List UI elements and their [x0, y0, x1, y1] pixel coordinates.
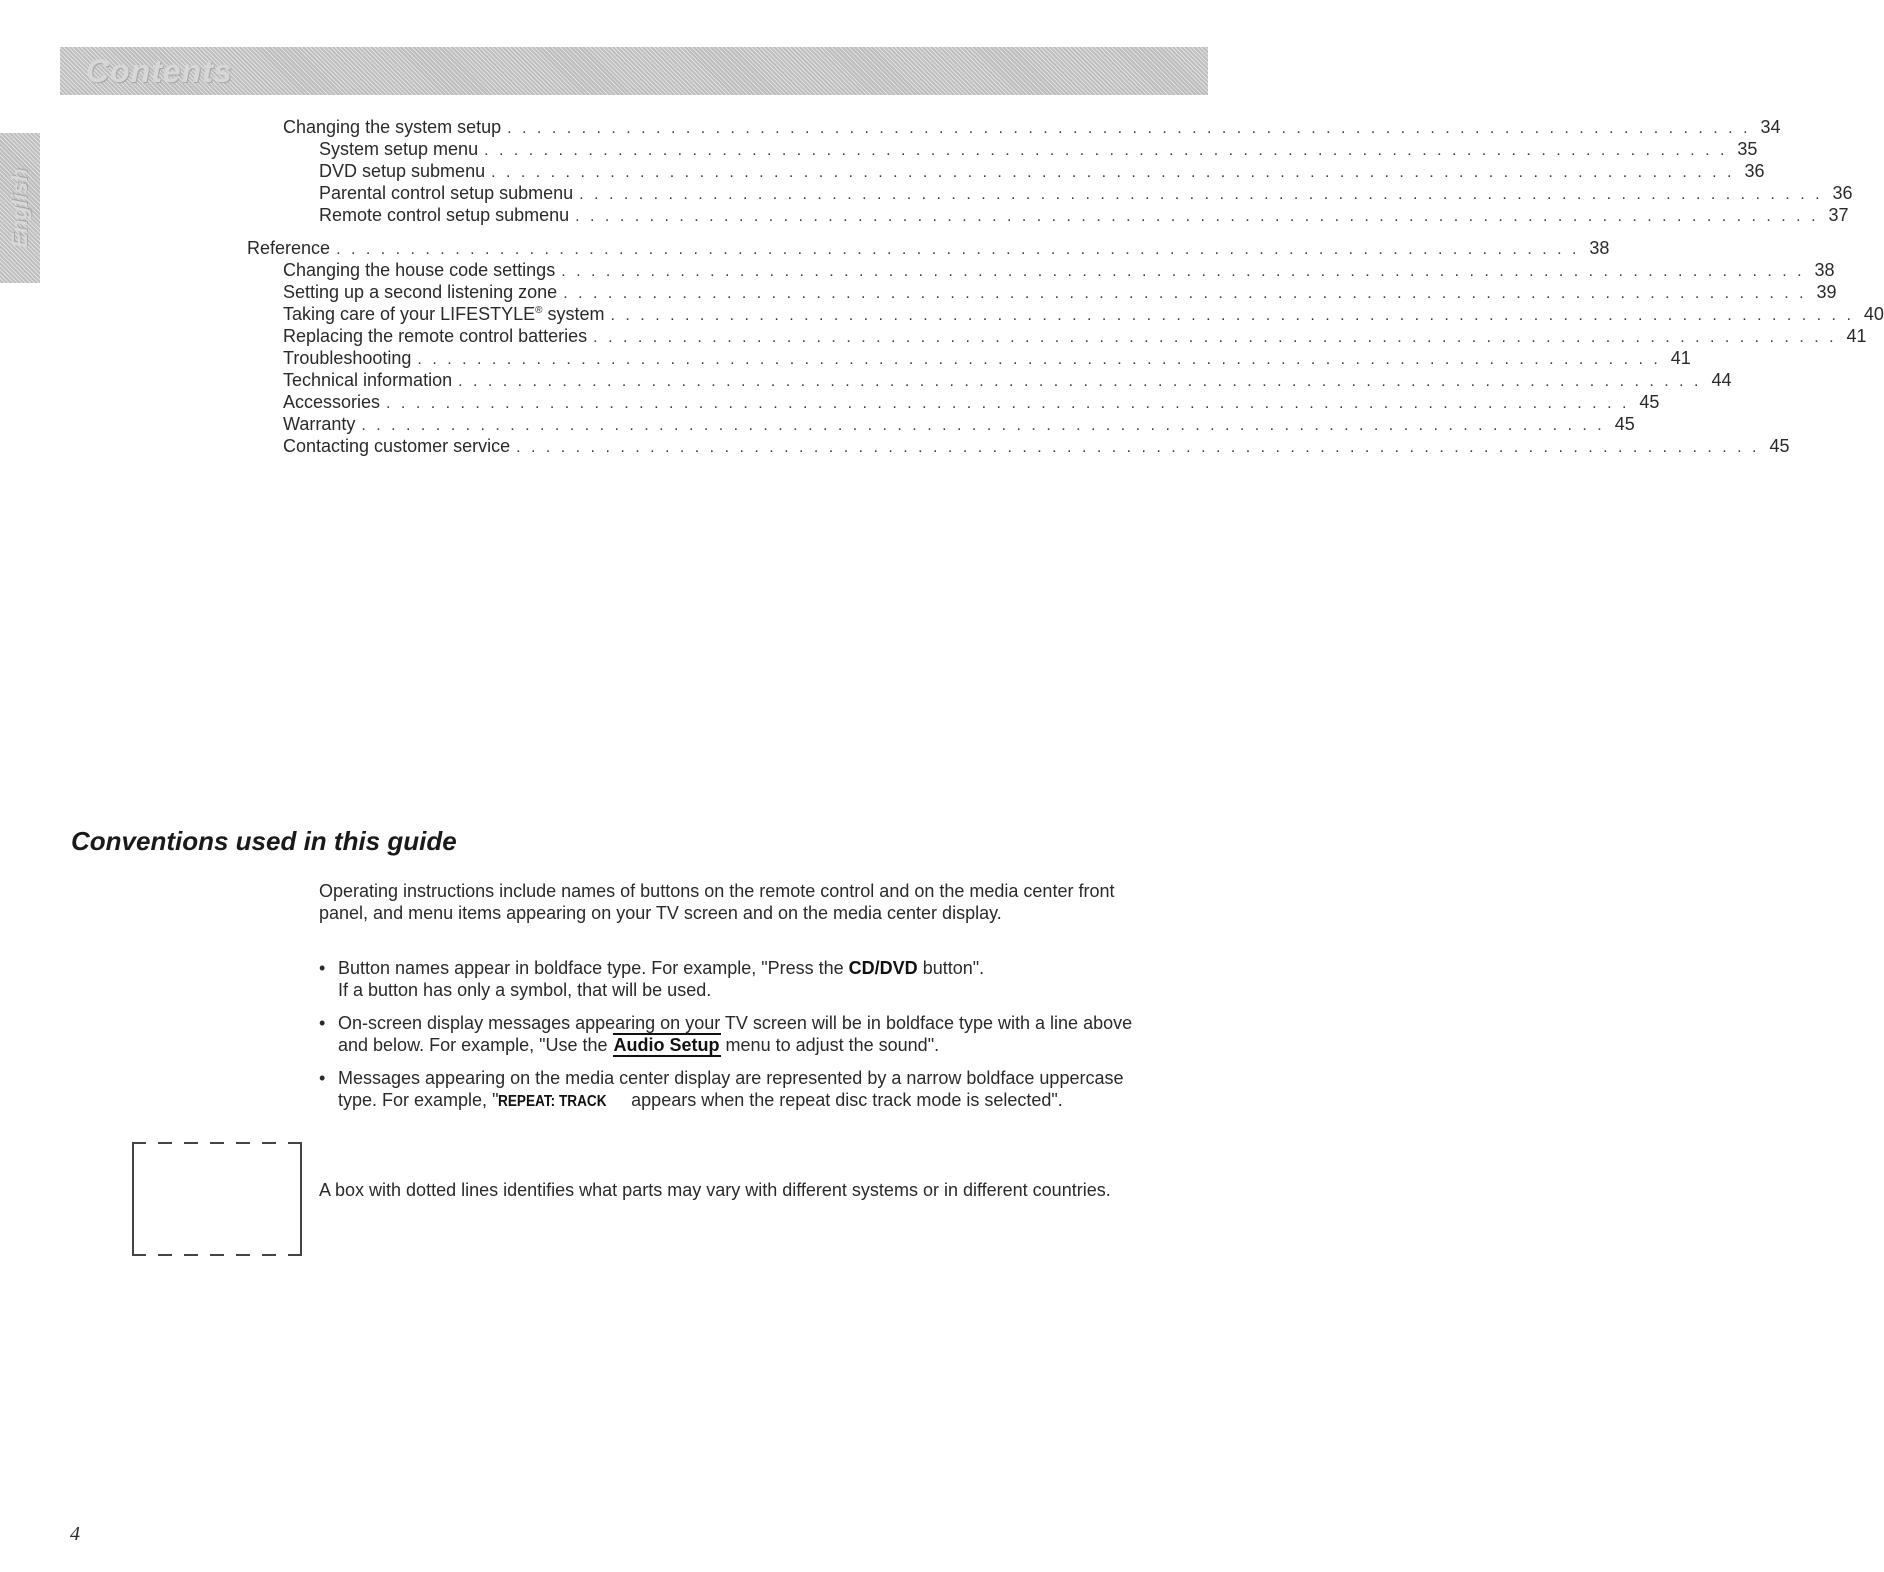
toc-entry-label: Technical information — [283, 370, 453, 390]
toc-entry-label: Accessories — [283, 392, 381, 412]
bullet-icon: • — [319, 1068, 326, 1088]
toc-entry-page: 34 — [1760, 117, 1781, 137]
toc-leader-dots: . . . . . . . . . . . . . . . . . . . . . . . . . . . . . . . . . . . . . . . . . . . . . . . . . . . . . . . . . . . . . . . . . . . . . . . . . . . . . . . . . . . . — [575, 208, 1819, 225]
toc-leader-dots: . . . . . . . . . . . . . . . . . . . . . . . . . . . . . . . . . . . . . . . . . . . . . . . . . . . . . . . . . . . . . . . . . . . . . . . . . . . . . . . . . . . . — [593, 329, 1837, 346]
bold-button-example: CD/DVD — [848, 958, 918, 978]
dotted-box-description: A box with dotted lines identifies what parts may vary with different systems or in different countries. — [319, 1180, 1111, 1200]
contents-header-bar — [60, 47, 1208, 95]
toc-entry-page: 41 — [1670, 348, 1691, 368]
toc-entry-label — [283, 303, 611, 325]
toc-entry[interactable] — [283, 325, 1867, 349]
toc-leader-dots: . . . . . . . . . . . . . . . . . . . . . . . . . . . . . . . . . . . . . . . . . . . . . . . . . . . . . . . . . . . . . . . . . . . . . . . . . . . . . . . . . . . . — [336, 241, 1580, 258]
toc-entry-page: 38 — [1589, 238, 1610, 258]
toc-entry[interactable] — [319, 138, 1758, 162]
toc-entry[interactable] — [283, 116, 1781, 140]
bullet-text — [338, 1012, 1139, 1056]
toc-entry-section[interactable] — [247, 237, 1610, 261]
toc-leader-dots: . . . . . . . . . . . . . . . . . . . . . . . . . . . . . . . . . . . . . . . . . . . . . . . . . . . . . . . . . . . . . . . . . . . . . . . . . . . . . . . . . . . . — [507, 120, 1751, 137]
bullet-icon: • — [319, 1013, 326, 1033]
toc-leader-dots: . . . . . . . . . . . . . . . . . . . . . . . . . . . . . . . . . . . . . . . . . . . . . . . . . . . . . . . . . . . . . . . . . . . . . . . . . . . . . . . . . . . . — [484, 142, 1728, 159]
toc-entry[interactable] — [283, 303, 1884, 327]
toc-entry-page: 45 — [1769, 436, 1790, 456]
toc-entry-label: System setup menu — [319, 139, 479, 159]
onscreen-menu-example: Audio Setup — [613, 1035, 720, 1055]
toc-entry-page: 41 — [1846, 326, 1867, 346]
toc-entry-label-main: Taking care of your LIFESTYLE — [283, 304, 536, 324]
toc-entry[interactable] — [283, 413, 1635, 437]
bullet-text-pre: Messages appearing on the media center display are represented by a narrow boldface uppercase type. For example, " — [338, 1068, 1124, 1110]
toc-entry[interactable] — [283, 259, 1835, 283]
toc-entry-page: 37 — [1828, 205, 1849, 225]
bullet-text-post: menu to adjust the sound". — [720, 1035, 940, 1055]
bullet-text — [338, 1067, 1139, 1113]
bullet-text-post: appears when the repeat disc track mode is selected". — [626, 1090, 1063, 1110]
language-side-tab-label: English — [7, 168, 32, 248]
bullet-text-pre: Button names appear in boldface type. For example, "Press the — [338, 958, 849, 978]
toc-entry-label: Reference — [247, 238, 331, 258]
dotted-box-example — [132, 1142, 302, 1256]
bullet-text-pre: On-screen display messages appearing on your TV screen will be in boldface type with a line above and below. For example, "Use the — [338, 1013, 1133, 1055]
toc-leader-dots: . . . . . . . . . . . . . . . . . . . . . . . . . . . . . . . . . . . . . . . . . . . . . . . . . . . . . . . . . . . . . . . . . . . . . . . . . . . . . . . . . . . . — [458, 373, 1702, 390]
toc-leader-dots: . . . . . . . . . . . . . . . . . . . . . . . . . . . . . . . . . . . . . . . . . . . . . . . . . . . . . . . . . . . . . . . . . . . . . . . . . . . . . . . . . . . . — [417, 351, 1661, 368]
toc-entry-page: 45 — [1614, 414, 1635, 434]
toc-entry-page: 45 — [1639, 392, 1660, 412]
toc-entry-page: 36 — [1832, 183, 1853, 203]
toc-leader-dots: . . . . . . . . . . . . . . . . . . . . . . . . . . . . . . . . . . . . . . . . . . . . . . . . . . . . . . . . . . . . . . . . . . . . . . . . . . . . . . . . . . . . — [361, 417, 1605, 434]
page-number: 4 — [70, 1523, 80, 1545]
language-side-tab — [0, 133, 40, 283]
toc-entry-page: 35 — [1737, 139, 1758, 159]
toc-entry-label: Contacting customer service — [283, 436, 511, 456]
bullet-text-line2: If a button has only a symbol, that will be used. — [338, 980, 712, 1000]
bullet-text — [338, 957, 1139, 1001]
bullet-icon: • — [319, 958, 326, 978]
toc-entry-page: 38 — [1814, 260, 1835, 280]
toc-entry-label: Setting up a second listening zone — [283, 282, 558, 302]
toc-entry-page: 36 — [1744, 161, 1765, 181]
convention-bullet-buttons — [319, 957, 1139, 1001]
toc-leader-dots: . . . . . . . . . . . . . . . . . . . . . . . . . . . . . . . . . . . . . . . . . . . . . . . . . . . . . . . . . . . . . . . . . . . . . . . . . . . . . . . . . . . . — [386, 395, 1630, 412]
convention-bullet-display — [319, 1067, 1139, 1113]
toc-entry-page: 40 — [1863, 304, 1884, 324]
toc-entry[interactable] — [319, 204, 1849, 228]
toc-entry-label: DVD setup submenu — [319, 161, 486, 181]
toc-entry[interactable] — [283, 391, 1660, 415]
toc-entry-label: Changing the house code settings — [283, 260, 556, 280]
contents-title: Contents — [86, 53, 233, 89]
bullet-text-post: button". — [917, 958, 985, 978]
toc-entry-label-end: system — [542, 304, 605, 324]
toc-entry-page: 39 — [1816, 282, 1837, 302]
conventions-heading: Conventions used in this guide — [71, 826, 457, 856]
toc-entry-label: Changing the system setup — [283, 117, 502, 137]
toc-entry-page: 44 — [1711, 370, 1732, 390]
toc-leader-dots: . . . . . . . . . . . . . . . . . . . . . . . . . . . . . . . . . . . . . . . . . . . . . . . . . . . . . . . . . . . . . . . . . . . . . . . . . . . . . . . . . . . . — [579, 186, 1823, 203]
toc-entry-label: Remote control setup submenu — [319, 205, 570, 225]
toc-entry-label: Warranty — [283, 414, 356, 434]
toc-entry[interactable] — [283, 347, 1691, 371]
toc-entry[interactable] — [283, 435, 1790, 459]
toc-leader-dots: . . . . . . . . . . . . . . . . . . . . . . . . . . . . . . . . . . . . . . . . . . . . . . . . . . . . . . . . . . . . . . . . . . . . . . . . . . . . . . . . . . . . — [561, 263, 1805, 280]
toc-leader-dots: . . . . . . . . . . . . . . . . . . . . . . . . . . . . . . . . . . . . . . . . . . . . . . . . . . . . . . . . . . . . . . . . . . . . . . . . . . . . . . . . . . . . — [516, 439, 1760, 456]
registered-mark: ® — [535, 305, 543, 316]
toc-entry-label: Troubleshooting — [283, 348, 412, 368]
toc-entry[interactable] — [283, 281, 1837, 305]
toc-entry[interactable] — [319, 160, 1765, 184]
convention-bullet-onscreen — [319, 1012, 1139, 1056]
toc-entry[interactable] — [319, 182, 1853, 206]
toc-leader-dots: . . . . . . . . . . . . . . . . . . . . . . . . . . . . . . . . . . . . . . . . . . . . . . . . . . . . . . . . . . . . . . . . . . . . . . . . . . . . . . . . . . . . — [610, 307, 1854, 324]
conventions-intro: Operating instructions include names of buttons on the remote control and on the media center front panel, and menu items appearing on your TV screen and on the media center display. — [319, 881, 1115, 923]
toc-entry-label: Parental control setup submenu — [319, 183, 574, 203]
toc-entry-label: Replacing the remote control batteries — [283, 326, 588, 346]
toc-entry[interactable] — [283, 369, 1732, 393]
display-message-example: REPEAT: TRACK — [498, 1093, 608, 1110]
toc-leader-dots: . . . . . . . . . . . . . . . . . . . . . . . . . . . . . . . . . . . . . . . . . . . . . . . . . . . . . . . . . . . . . . . . . . . . . . . . . . . . . . . . . . . . — [491, 164, 1735, 181]
toc-leader-dots: . . . . . . . . . . . . . . . . . . . . . . . . . . . . . . . . . . . . . . . . . . . . . . . . . . . . . . . . . . . . . . . . . . . . . . . . . . . . . . . . . . . . — [563, 285, 1807, 302]
